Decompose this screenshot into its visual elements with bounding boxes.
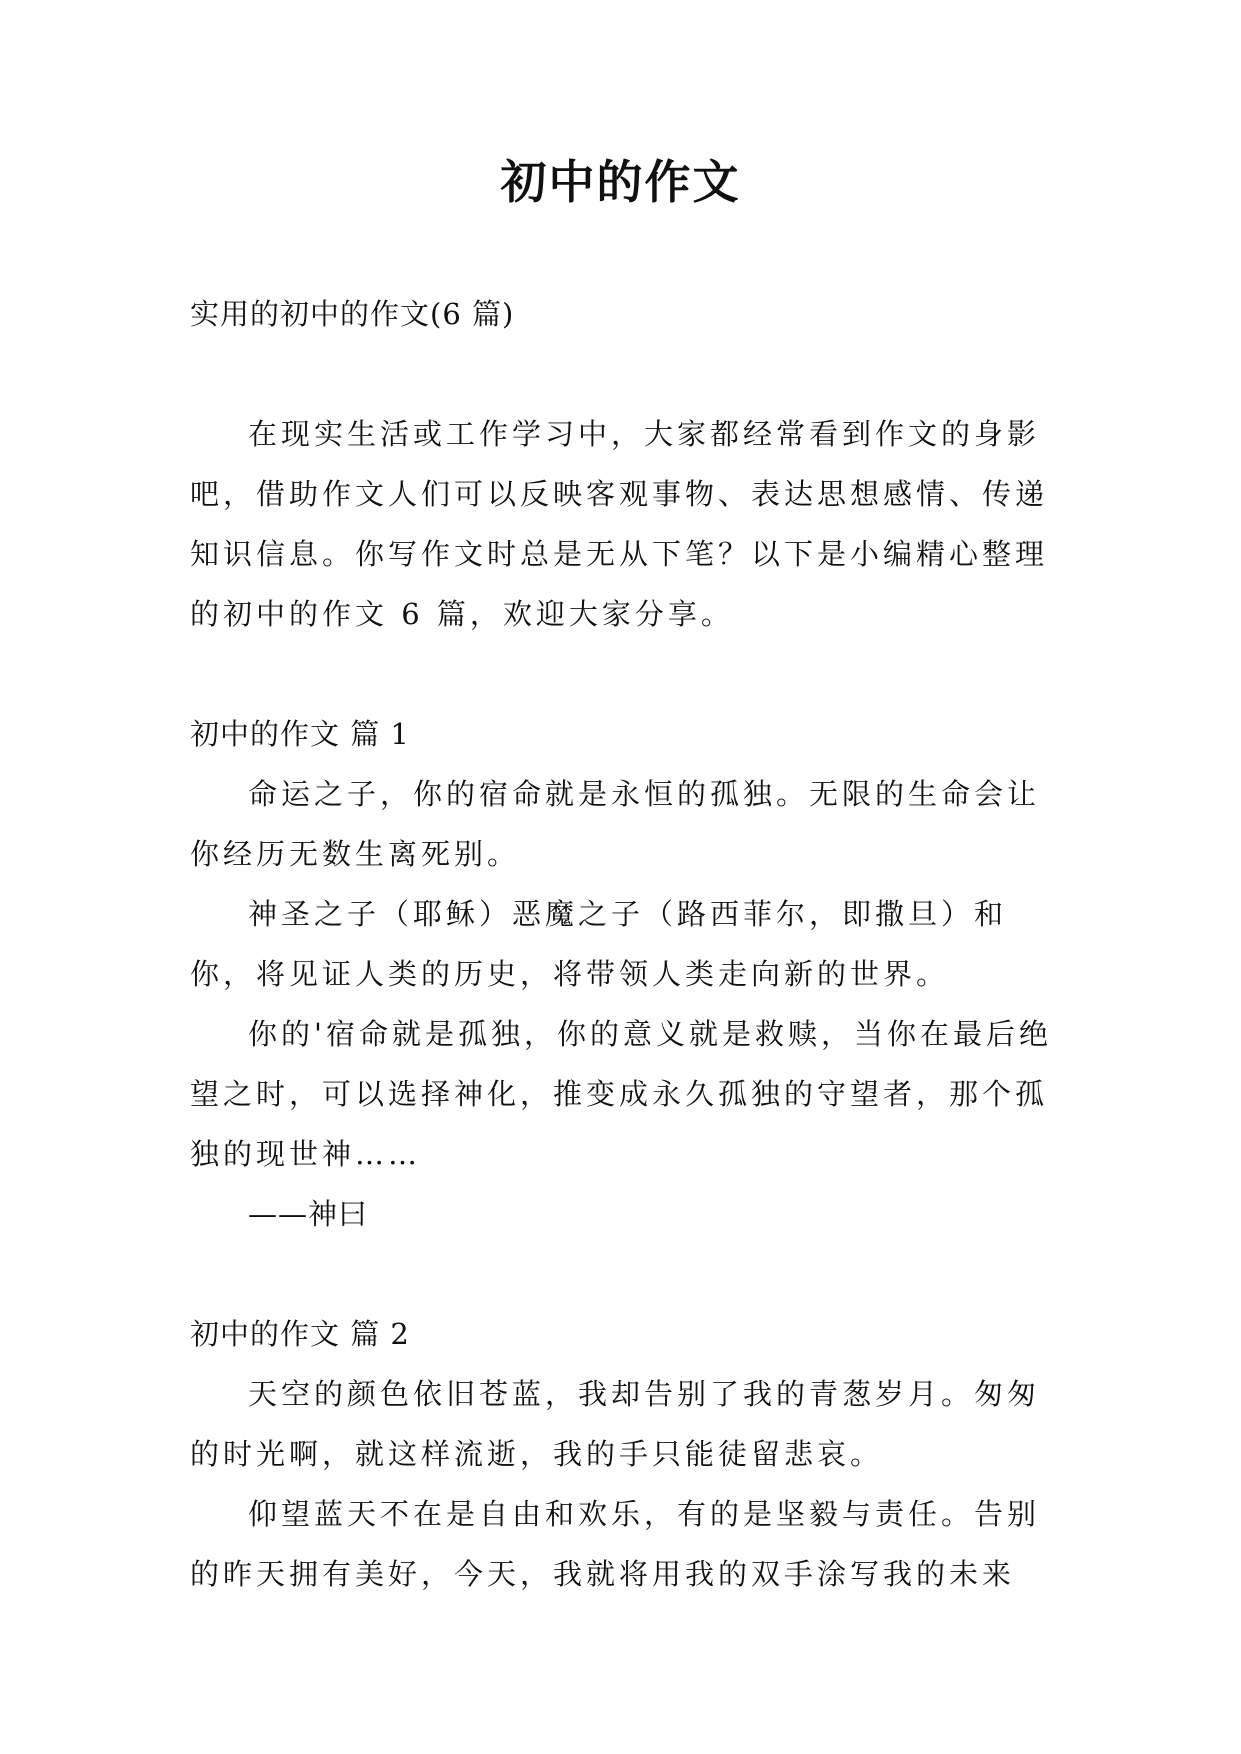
document-subtitle: 实用的初中的作文(6 篇) [190,297,515,331]
section-2 [190,1304,1056,1604]
section-gap [190,644,1056,704]
section-paragraph: 天空的颜色依旧苍蓝，我却告别了我的青葱岁月。匆匆的时光啊，就这样流逝，我的手只能徒留悲哀。 [190,1377,1041,1471]
intro-paragraph: 在现实生活或工作学习中，大家都经常看到作文的身影吧，借助作文人们可以反映客观事物、表达思想感情、传递知识信息。你写作文时总是无从下笔？以下是小编精心整理的初中的作文 6 篇，欢迎大家分享。 [190,417,1049,631]
section-paragraph: 你的'宿命就是孤独，你的意义就是救赎，当你在最后绝望之时，可以选择神化，推变成永久孤独的守望者，那个孤独的现世神…… [190,1017,1052,1171]
section-heading: 初中的作文 篇 1 [190,717,410,751]
section-signature: ——神曰 [248,1197,369,1231]
section-paragraph: 命运之子，你的宿命就是永恒的孤独。无限的生命会让你经历无数生离死别。 [190,777,1041,871]
document-title: 初中的作文 [500,155,741,209]
section-heading: 初中的作文 篇 2 [190,1317,410,1351]
document-body [190,404,1056,1604]
section-gap [190,1244,1056,1304]
section-1 [190,704,1056,1244]
section-paragraph: 仰望蓝天不在是自由和欢乐，有的是坚毅与责任。告别的昨天拥有美好，今天，我就将用我的双手涂写我的未来 [190,1497,1041,1591]
section-paragraph: 神圣之子（耶稣）恶魔之子（路西菲尔，即撒旦）和你，将见证人类的历史，将带领人类走向新的世界。 [190,897,1008,991]
